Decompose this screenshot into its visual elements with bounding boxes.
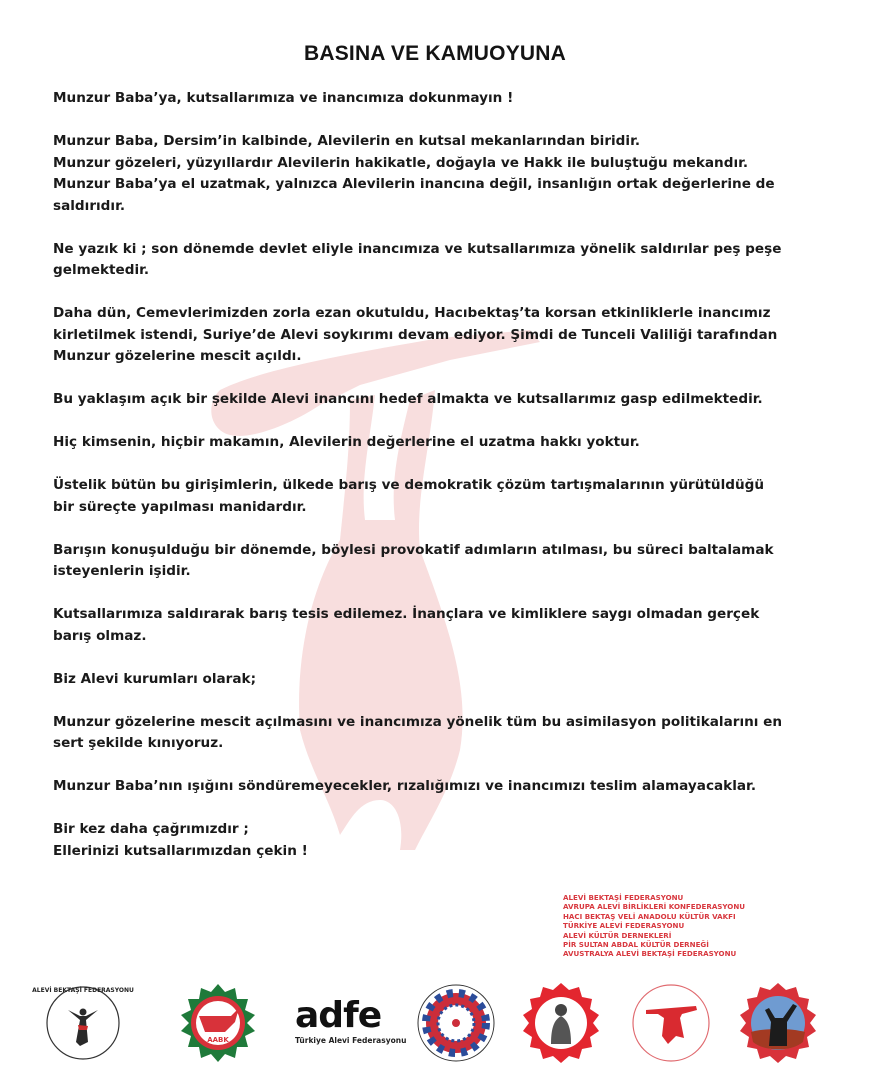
text-line: Munzur gözeleri, yüzyıllardır Alevilerin hakikatle, doğayla ve Hakk ile buluştuğu mekandır.: [53, 154, 749, 171]
document-body: [53, 88, 823, 884]
text-line: saldırıdır.: [53, 197, 125, 214]
text-line: Daha dün, Cemevlerimizden zorla ezan okutuldu, Hacıbektaş’ta korsan etkinliklerle inancımız: [53, 305, 771, 321]
text-line: sert şekilde kınıyoruz.: [53, 735, 224, 751]
logo-pir-sultan-abdal-kultur-dernegi: [628, 980, 714, 1066]
signatory: ALEVİ KÜLTÜR DERNEKLERİ: [563, 930, 672, 940]
signatory: AVUSTRALYA ALEVİ BEKTAŞİ FEDERASYONU: [563, 949, 737, 959]
logo-adfe-subtitle: Türkiye Alevi Federasyonu: [295, 1036, 407, 1045]
logo-aabk: [175, 980, 261, 1066]
text-line: Munzur Baba, Dersim’in kalbinde, Alevilerin en kutsal mekanlarından biridir.: [53, 133, 640, 149]
paragraph: [53, 432, 823, 454]
text-line: Bu yaklaşım açık bir şekilde Alevi inancını hedef almakta ve kutsallarımız gasp edilmektedir.: [53, 391, 763, 407]
logo-adfe: [295, 995, 407, 1045]
text-line: Barışın konuşulduğu bir dönemde, böylesi provokatif adımların atılması, bu süreci baltalamak: [53, 541, 774, 558]
signatory: HACI BEKTAŞ VELİ ANADOLU KÜLTÜR VAKFI: [563, 911, 736, 921]
paragraph: [53, 604, 823, 647]
paragraph: [53, 540, 823, 583]
text-line: gelmektedir.: [53, 262, 150, 278]
paragraph: [53, 303, 823, 368]
paragraph: [53, 669, 823, 691]
text-line: Ne yazık ki ; son dönemde devlet eliyle inancımıza ve kutsallarımıza yönelik saldırılar peş peşe: [53, 240, 782, 257]
paragraph: [53, 712, 823, 755]
paragraph: [53, 131, 823, 217]
paragraph: [53, 88, 823, 110]
signatory: ALEVİ BEKTAŞİ FEDERASYONU: [563, 893, 684, 902]
text-line: barış olmaz.: [53, 627, 147, 644]
document-title: BASINA VE KAMUOYUNA: [303, 42, 567, 65]
text-line: Ellerinizi kutsallarımızdan çekin !: [53, 842, 308, 859]
paragraph: [53, 776, 823, 798]
text-line: kirletilmek istendi, Suriye’de Alevi soykırımı devam ediyor. Şimdi de Tunceli Valiliği tarafından: [53, 326, 778, 343]
logo-adfe-text: adfe: [295, 995, 382, 1036]
signatory: PİR SULTAN ABDAL KÜLTÜR DERNEĞİ: [563, 940, 709, 950]
signatory: TÜRKİYE ALEVİ FEDERASYONU: [563, 921, 685, 931]
text-line: Bir kez daha çağrımızdır ;: [53, 821, 249, 837]
text-line: Biz Alevi kurumları olarak;: [53, 670, 257, 687]
text-line: Munzur Baba’ya, kutsallarımıza ve inancımıza dokunmayın !: [53, 90, 514, 106]
text-line: isteyenlerin işidir.: [53, 563, 191, 579]
paragraph: [53, 389, 823, 411]
logo-strip: [32, 980, 840, 1075]
logo-ring-text: ALEVİ BEKTAŞİ FEDERASYONU: [32, 987, 134, 994]
logo-alevi-bektasi-federasyonu: [32, 980, 134, 1066]
paragraph: [53, 239, 823, 282]
logo-aabk-text: AABK: [207, 1036, 229, 1044]
text-line: Munzur Baba’ya el uzatmak, yalnızca Alevilerin inancına değil, insanlığın ortak değerlerine de: [53, 176, 775, 192]
signatories-list: [563, 893, 745, 959]
logo-hbv-anadolu-kultur-vakfi: [413, 980, 499, 1066]
signatory: AVRUPA ALEVİ BİRLİKLERİ KONFEDERASYONU: [563, 902, 746, 912]
text-line: Kutsallarımıza saldırarak barış tesis edilemez. İnançlara ve kimliklere saygı olmadan gerçek: [53, 606, 760, 622]
paragraph: [53, 475, 823, 518]
paragraph: [53, 819, 823, 862]
text-line: Munzur gözelerine mescit açılmasını ve inancımıza yönelik tüm bu asimilasyon politikalarını en: [53, 713, 783, 730]
logo-alevi-kultur-dernekleri: [518, 980, 604, 1066]
text-line: bir süreçte yapılması manidardır.: [53, 498, 307, 515]
text-line: Munzur Baba’nın ışığını söndüremeyecekler, rızalığımızı ve inancımızı teslim alamayacaklar.: [53, 778, 756, 794]
text-line: Munzur gözelerine mescit açıldı.: [53, 348, 302, 364]
text-line: Hiç kimsenin, hiçbir makamın, Alevilerin değerlerine el uzatma hakkı yoktur.: [53, 434, 640, 450]
logo-avustralya-alevi-bektasi-federasyonu: [735, 980, 821, 1066]
text-line: Üstelik bütün bu girişimlerin, ülkede barış ve demokratik çözüm tartışmalarının yürütüldüğü: [53, 477, 765, 493]
